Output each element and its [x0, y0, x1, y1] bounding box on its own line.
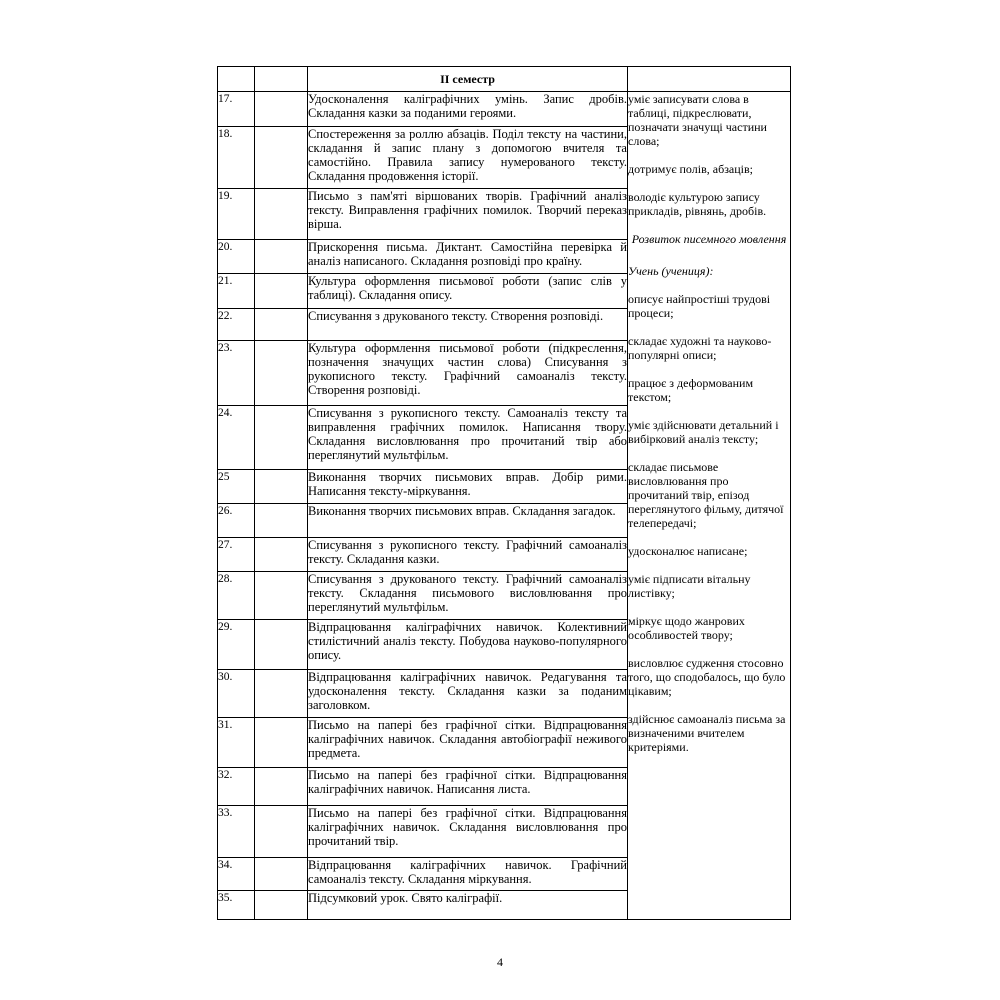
- lesson-hours-cell: [255, 768, 308, 806]
- result-item: висловлює судження стосовно того, що сподобалось, що було цікавим;: [628, 656, 786, 698]
- lesson-number: 34.: [218, 858, 255, 891]
- lesson-number: 24.: [218, 406, 255, 470]
- lesson-hours-cell: [255, 538, 308, 572]
- lesson-number: 27.: [218, 538, 255, 572]
- lesson-number: 30.: [218, 670, 255, 718]
- semester-title: II семестр: [440, 72, 495, 86]
- lesson-number: 20.: [218, 240, 255, 274]
- lesson-content: Виконання творчих письмових вправ. Складання загадок.: [308, 504, 628, 538]
- lesson-hours-cell: [255, 891, 308, 920]
- lesson-number: 35.: [218, 891, 255, 920]
- lesson-content: Спостереження за роллю абзаців. Поділ тексту на частини, складання й запис плану з допомогою вчителя та самостійно. Правила запису нумерованого тексту. Складання продовження історії.: [308, 127, 628, 189]
- result-item: дотримує полів, абзаців;: [628, 162, 754, 176]
- lesson-number: 28.: [218, 572, 255, 620]
- lesson-content: Списування з друкованого тексту. Графічний самоаналіз тексту. Складання письмового висловлювання про переглянутий мультфільм.: [308, 572, 628, 620]
- lesson-hours-cell: [255, 127, 308, 189]
- results-section-heading: Розвиток писемного мовлення: [631, 232, 787, 246]
- result-item: удосконалює написане;: [628, 544, 748, 558]
- result-item: складає художні та науково-популярні описи;: [628, 334, 772, 362]
- lesson-content: Підсумковий урок. Свято каліграфії.: [308, 891, 628, 920]
- lesson-hours-cell: [255, 274, 308, 309]
- lesson-hours-cell: [255, 341, 308, 406]
- lesson-number: 29.: [218, 620, 255, 670]
- lesson-content: Удосконалення каліграфічних умінь. Запис дробів. Складання казки за поданими героями.: [308, 92, 628, 127]
- lesson-number: 31.: [218, 718, 255, 768]
- lesson-content: Виконання творчих письмових вправ. Добір рими. Написання тексту-міркування.: [308, 470, 628, 504]
- header-cell-results: [628, 67, 791, 92]
- table-row: [218, 92, 791, 127]
- lesson-hours-cell: [255, 92, 308, 127]
- lesson-hours-cell: [255, 406, 308, 470]
- results-list-top: [628, 92, 790, 218]
- lesson-hours-cell: [255, 189, 308, 240]
- lesson-content: Відпрацювання каліграфічних навичок. Колективний стилістичний аналіз тексту. Побудова науково-популярного опису.: [308, 620, 628, 670]
- header-cell-number: [218, 67, 255, 92]
- lesson-content: Письмо на папері без графічної сітки. Відпрацювання каліграфічних навичок. Складання висловлювання про прочитаний твір.: [308, 806, 628, 858]
- lesson-hours-cell: [255, 504, 308, 538]
- header-cell-blank: [255, 67, 308, 92]
- lesson-number: 17.: [218, 92, 255, 127]
- lesson-content: Культура оформлення письмової роботи (запис слів у таблиці). Складання опису.: [308, 274, 628, 309]
- result-item: працює з деформованим текстом;: [628, 376, 754, 404]
- lesson-content: Відпрацювання каліграфічних навичок. Редагування та удосконалення тексту. Складання казки за поданим заголовком.: [308, 670, 628, 718]
- lesson-content: Письмо на папері без графічної сітки. Відпрацювання каліграфічних навичок. Складання автобіографії неживого предмета.: [308, 718, 628, 768]
- lesson-hours-cell: [255, 470, 308, 504]
- header-cell-semester: [308, 67, 628, 92]
- result-item: складає письмове висловлювання про прочитаний твір, епізод переглянутого фільму, дитячої телепередачі;: [628, 460, 784, 530]
- lesson-number: 32.: [218, 768, 255, 806]
- result-item: здійснює самоаналіз письма за визначеними вчителем критеріями.: [628, 712, 786, 754]
- lesson-content: Списування з рукописного тексту. Графічний самоаналіз тексту. Складання казки.: [308, 538, 628, 572]
- lesson-number: 21.: [218, 274, 255, 309]
- lesson-number: 26.: [218, 504, 255, 538]
- lesson-hours-cell: [255, 670, 308, 718]
- lesson-hours-cell: [255, 240, 308, 274]
- lesson-hours-cell: [255, 572, 308, 620]
- lesson-hours-cell: [255, 309, 308, 341]
- lesson-content: Відпрацювання каліграфічних навичок. Графічний самоаналіз тексту. Складання міркування.: [308, 858, 628, 891]
- lesson-hours-cell: [255, 858, 308, 891]
- curriculum-table: [217, 66, 791, 920]
- lesson-content: Письмо на папері без графічної сітки. Відпрацювання каліграфічних навичок. Написання листа.: [308, 768, 628, 806]
- result-item: описує найпростіші трудові процеси;: [628, 292, 771, 320]
- lesson-number: 23.: [218, 341, 255, 406]
- expected-results-cell: [628, 92, 791, 920]
- page-number: 4: [497, 955, 503, 969]
- table-header-row: [218, 67, 791, 92]
- lesson-hours-cell: [255, 620, 308, 670]
- results-subject-label: Учень (учениця):: [628, 264, 714, 278]
- lesson-content: Письмо з пам'яті віршованих творів. Графічний аналіз тексту. Виправлення графічних помилок. Творчий переказ вірша.: [308, 189, 628, 240]
- result-item: міркує щодо жанрових особливостей твору;: [628, 614, 745, 642]
- result-item: уміє записувати слова в таблиці, підкреслювати, позначати значущі частини слова;: [628, 92, 767, 148]
- lesson-number: 19.: [218, 189, 255, 240]
- result-item: уміє здійснювати детальний і вибірковий аналіз тексту;: [628, 418, 779, 446]
- lesson-content: Списування з рукописного тексту. Самоаналіз тексту та виправлення графічних помилок. Написання твору. Складання висловлювання про прочитаний твір або переглянутий мультфільм.: [308, 406, 628, 470]
- lesson-content: Списування з друкованого тексту. Створення розповіді.: [308, 309, 628, 341]
- result-item: уміє підписати вітальну листівку;: [628, 572, 751, 600]
- lesson-hours-cell: [255, 718, 308, 768]
- lesson-content: Прискорення письма. Диктант. Самостійна перевірка й аналіз написаного. Складання розповіді про країну.: [308, 240, 628, 274]
- results-list-bottom: [628, 292, 790, 754]
- result-item: володіє культурою запису прикладів, рівнянь, дробів.: [628, 190, 767, 218]
- lesson-number: 18.: [218, 127, 255, 189]
- lesson-hours-cell: [255, 806, 308, 858]
- lesson-content: Культура оформлення письмової роботи (підкреслення, позначення значущих частин слова) Списування з рукописного тексту. Графічний самоаналіз тексту. Створення розповіді.: [308, 341, 628, 406]
- lesson-number: 33.: [218, 806, 255, 858]
- lesson-number: 25: [218, 470, 255, 504]
- lesson-number: 22.: [218, 309, 255, 341]
